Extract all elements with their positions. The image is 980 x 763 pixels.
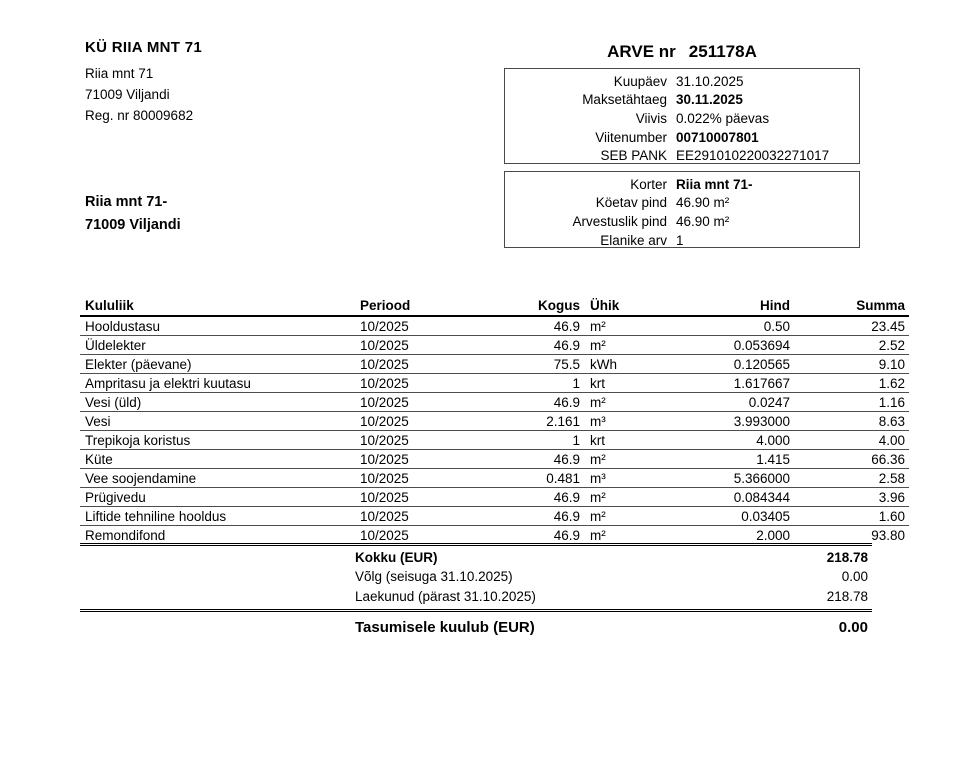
total-label: Võlg (seisuga 31.10.2025) xyxy=(355,569,513,585)
apartment-label: Arvestuslik pind xyxy=(572,213,667,229)
apartment-value: 1 xyxy=(676,232,684,248)
charge-name-cell: Üldelekter xyxy=(80,336,355,355)
charge-name-cell: Vee soojendamine xyxy=(80,469,355,488)
table-row xyxy=(80,374,909,393)
charge-sum-cell: 2.58 xyxy=(803,469,909,488)
charge-name-cell: Ampritasu ja elektri kuutasu xyxy=(80,374,355,393)
charge-unit-cell: m² xyxy=(580,316,660,336)
detail-label: Viivis xyxy=(635,110,667,126)
charge-name-cell: Küte xyxy=(80,450,355,469)
table-row xyxy=(80,393,909,412)
charge-name-cell: Vesi (üld) xyxy=(80,393,355,412)
charge-name-cell: Elekter (päevane) xyxy=(80,355,355,374)
charge-sum-cell: 1.62 xyxy=(803,374,909,393)
detail-row-due-date xyxy=(505,91,859,110)
charge-price-cell: 0.03405 xyxy=(660,507,803,526)
column-header-hind: Hind xyxy=(660,296,803,316)
apartment-row-korter xyxy=(505,175,859,194)
charge-unit-cell: m³ xyxy=(580,469,660,488)
invoice-title-prefix: ARVE nr xyxy=(607,42,676,61)
charge-period-cell: 10/2025 xyxy=(355,507,490,526)
charge-price-cell: 1.617667 xyxy=(660,374,803,393)
sender-name: KÜ RIIA MNT 71 xyxy=(85,39,202,56)
charge-price-cell: 3.993000 xyxy=(660,412,803,431)
charge-qty-cell: 46.9 xyxy=(553,527,580,543)
table-row xyxy=(80,507,909,526)
charge-sum-cell: 1.60 xyxy=(803,507,909,526)
detail-row-date xyxy=(505,72,859,91)
charge-name-cell: Vesi xyxy=(80,412,355,431)
charge-period-cell: 10/2025 xyxy=(355,450,490,469)
charge-unit-cell: m² xyxy=(580,393,660,412)
charge-period-cell: 10/2025 xyxy=(355,431,490,450)
table-row xyxy=(80,431,909,450)
apartment-label: Korter xyxy=(630,176,667,192)
column-header-summa: Summa xyxy=(803,296,909,316)
sender-address-line: Riia mnt 71 xyxy=(85,66,154,81)
detail-value: 31.10.2025 xyxy=(676,73,744,89)
charge-qty-cell: 46.9 xyxy=(490,488,580,507)
apartment-value: Riia mnt 71- xyxy=(676,176,753,192)
charge-period-cell: 10/2025 xyxy=(355,412,490,431)
table-row xyxy=(80,412,909,431)
apartment-row-calculated-area xyxy=(505,212,859,231)
charge-sum-cell: 2.52 xyxy=(803,336,909,355)
charge-period-cell: 10/2025 xyxy=(355,336,490,355)
charge-sum-cell: 4.00 xyxy=(803,431,909,450)
detail-label: SEB PANK xyxy=(600,148,667,164)
charge-qty-cell: 1 xyxy=(490,374,580,393)
total-value: 218.78 xyxy=(826,588,868,604)
charge-sum-cell: 3.96 xyxy=(803,488,909,507)
charges-table xyxy=(80,296,909,544)
charge-name-cell: Prügivedu xyxy=(80,488,355,507)
amount-due-value: 0.00 xyxy=(838,618,868,636)
recipient-address-line: 71009 Viljandi xyxy=(85,217,181,233)
charge-name-cell: Hooldustasu xyxy=(80,316,355,336)
apartment-details-box xyxy=(504,171,860,248)
charge-qty-cell: 46.9 xyxy=(490,316,580,336)
total-row-volg xyxy=(80,567,872,586)
charge-qty-cell: 46.9 xyxy=(490,336,580,355)
charge-price-cell: 1.415 xyxy=(660,450,803,469)
charge-price-cell: 2.000 xyxy=(756,527,790,543)
column-header-kululiik: Kululiik xyxy=(80,296,355,316)
invoice-number: 251178A xyxy=(688,42,757,61)
charge-period-cell: 10/2025 xyxy=(355,316,490,336)
charge-unit-cell: kWh xyxy=(580,355,660,374)
apartment-row-heated-area xyxy=(505,194,859,213)
table-row xyxy=(80,526,909,545)
detail-row-reference-number xyxy=(505,128,859,147)
charge-price-cell: 4.000 xyxy=(660,431,803,450)
charge-qty-cell: 46.9 xyxy=(490,393,580,412)
charge-unit-cell: m² xyxy=(580,488,660,507)
detail-label: Kuupäev xyxy=(613,73,667,89)
column-header-kogus: Kogus xyxy=(490,296,580,316)
invoice-title xyxy=(504,42,860,62)
recipient-block xyxy=(85,191,181,237)
apartment-row-residents xyxy=(505,231,859,250)
table-row xyxy=(80,355,909,374)
recipient-address-line: Riia mnt 71- xyxy=(85,194,168,210)
apartment-value: 46.90 m² xyxy=(676,195,730,211)
amount-due-label: Tasumisele kuulub (EUR) xyxy=(355,618,535,636)
sender-reg-number: Reg. nr 80009682 xyxy=(85,108,194,123)
charge-sum-cell: 93.80 xyxy=(871,527,905,543)
charge-period-cell: 10/2025 xyxy=(355,488,490,507)
total-value: 218.78 xyxy=(826,550,868,566)
charge-price-cell: 5.366000 xyxy=(660,469,803,488)
charge-period-cell: 10/2025 xyxy=(360,527,409,543)
charge-unit-cell: krt xyxy=(580,431,660,450)
charges-table-body xyxy=(80,316,909,544)
table-row xyxy=(80,450,909,469)
detail-value: 30.11.2025 xyxy=(676,92,743,108)
charge-period-cell: 10/2025 xyxy=(355,469,490,488)
table-row xyxy=(80,336,909,355)
charge-name-cell: Liftide tehniline hooldus xyxy=(80,507,355,526)
header-row xyxy=(80,296,909,316)
charge-name-cell: Trepikoja koristus xyxy=(80,431,355,450)
charges-table-header xyxy=(80,296,909,316)
charge-sum-cell: 66.36 xyxy=(803,450,909,469)
detail-label: Viitenumber xyxy=(595,129,667,145)
detail-row-penalty xyxy=(505,109,859,128)
charge-sum-cell: 1.16 xyxy=(803,393,909,412)
total-label: Laekunud (pärast 31.10.2025) xyxy=(355,588,536,604)
charge-qty-cell: 75.5 xyxy=(490,355,580,374)
detail-value: 0.022% päevas xyxy=(676,110,770,126)
charge-name-cell: Remondifond xyxy=(85,527,166,543)
apartment-label: Köetav pind xyxy=(595,195,667,211)
detail-value: EE291010220032271017 xyxy=(676,148,830,164)
totals-section xyxy=(80,543,872,640)
charge-unit-cell: krt xyxy=(580,374,660,393)
total-label: Kokku (EUR) xyxy=(355,550,438,566)
charge-price-cell: 0.084344 xyxy=(660,488,803,507)
charge-unit-cell: m² xyxy=(580,450,660,469)
charge-qty-cell: 1 xyxy=(490,431,580,450)
table-row xyxy=(80,488,909,507)
column-header-periood: Periood xyxy=(355,296,490,316)
column-header-yhik: Ühik xyxy=(580,296,660,316)
charge-period-cell: 10/2025 xyxy=(355,374,490,393)
amount-due-block xyxy=(80,609,872,640)
total-row-tasumisele xyxy=(80,615,872,640)
total-row-kokku xyxy=(80,548,872,567)
charge-unit-cell: m² xyxy=(580,507,660,526)
charge-price-cell: 0.50 xyxy=(660,316,803,336)
charge-price-cell: 0.120565 xyxy=(660,355,803,374)
charge-qty-cell: 46.9 xyxy=(490,450,580,469)
charge-price-cell: 0.053694 xyxy=(660,336,803,355)
apartment-label: Elanike arv xyxy=(600,232,667,248)
total-row-laekunud xyxy=(80,587,872,606)
detail-row-bank-account xyxy=(505,146,859,165)
charge-qty-cell: 46.9 xyxy=(490,507,580,526)
detail-value: 00710007801 xyxy=(676,129,759,145)
detail-label: Maksetähtaeg xyxy=(582,92,667,108)
charge-unit-cell: m³ xyxy=(580,412,660,431)
total-value: 0.00 xyxy=(841,569,868,585)
table-row xyxy=(80,316,909,336)
charge-period-cell: 10/2025 xyxy=(355,355,490,374)
charge-sum-cell: 9.10 xyxy=(803,355,909,374)
sender-address-line: 71009 Viljandi xyxy=(85,87,170,102)
charge-sum-cell: 23.45 xyxy=(803,316,909,336)
table-row xyxy=(80,469,909,488)
charge-period-cell: 10/2025 xyxy=(355,393,490,412)
charge-qty-cell: 0.481 xyxy=(490,469,580,488)
charge-unit-cell: m² xyxy=(580,336,660,355)
invoice-details-box xyxy=(504,68,860,164)
apartment-value: 46.90 m² xyxy=(676,213,730,229)
sender-block xyxy=(85,39,202,126)
charge-qty-cell: 2.161 xyxy=(490,412,580,431)
charge-price-cell: 0.0247 xyxy=(660,393,803,412)
charge-unit-cell: m² xyxy=(590,527,606,543)
charge-sum-cell: 8.63 xyxy=(803,412,909,431)
